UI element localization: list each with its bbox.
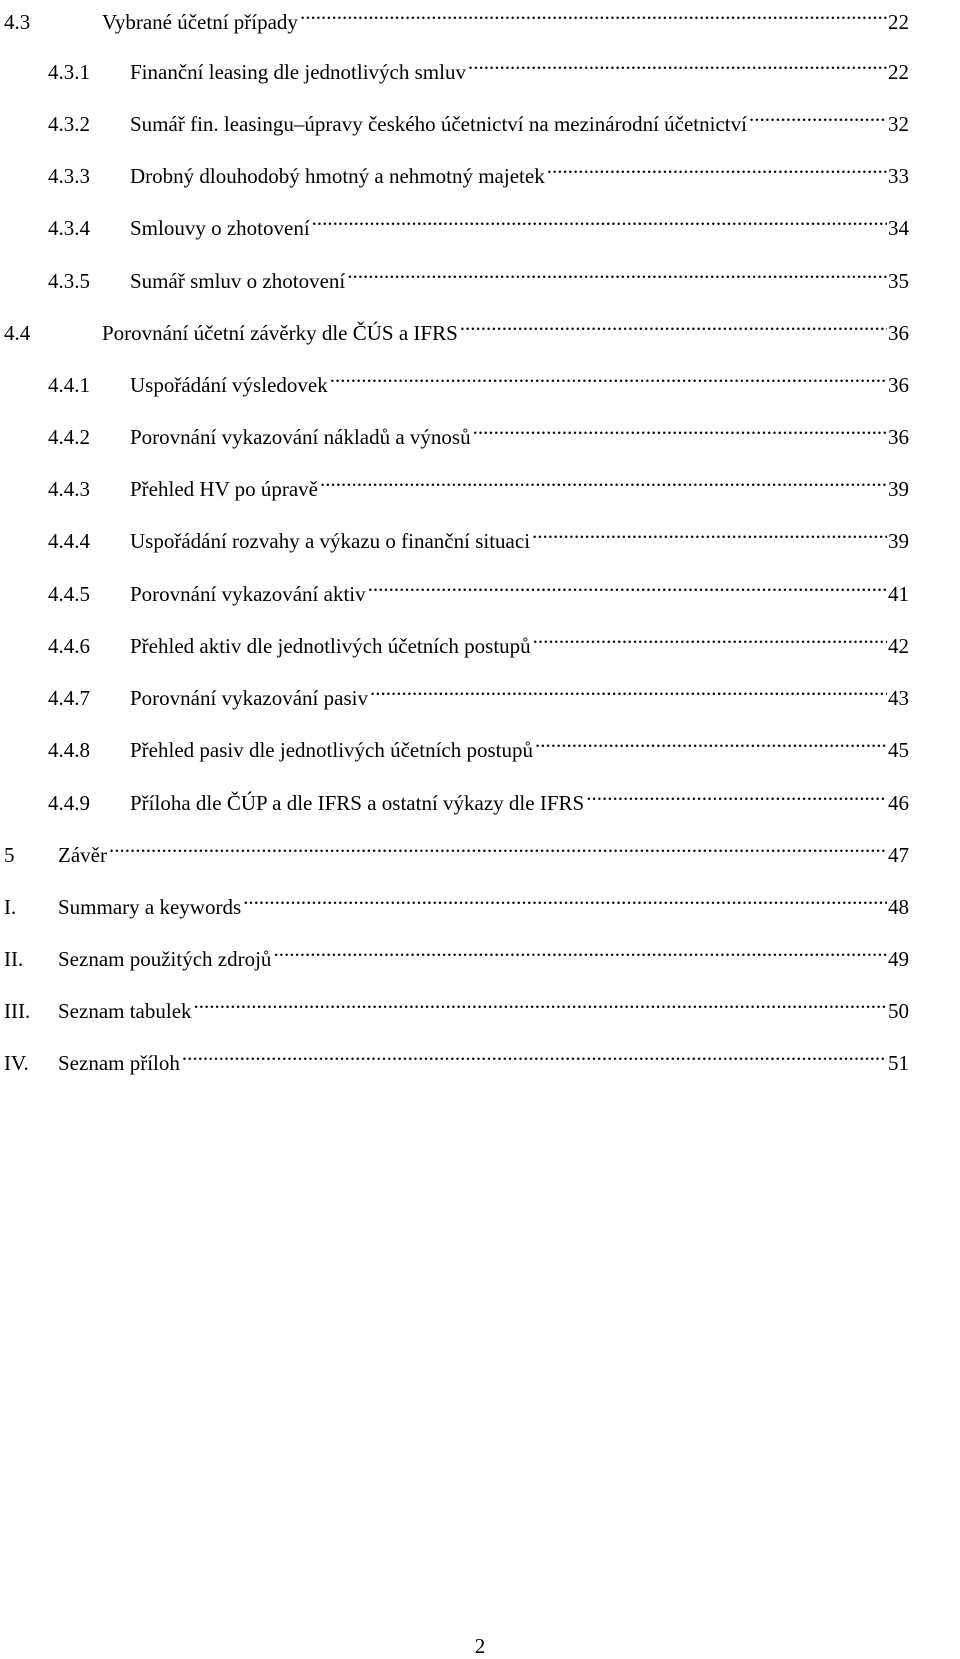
dot-leader: [243, 880, 887, 914]
toc-entry-number: 4.4.7: [48, 686, 90, 710]
toc-entry-number: IV.: [4, 1051, 29, 1075]
dot-leader: [347, 254, 887, 288]
toc-entry-page: 41: [888, 582, 909, 606]
toc-entry-title: Sumář smluv o zhotovení: [130, 269, 346, 293]
toc-entry-title: Drobný dlouhodobý hmotný a nehmotný majetek: [130, 164, 545, 188]
toc-entry-number: 4.4.1: [48, 373, 90, 397]
toc-entry-title: Seznam příloh: [58, 1051, 180, 1075]
toc-entry-4-4-5[interactable]: [48, 567, 909, 606]
toc-entry-page: 22: [888, 60, 909, 84]
toc-entry-title: Vybrané účetní případy: [102, 10, 298, 34]
toc-entry-number: 4.3.2: [48, 112, 90, 136]
dot-leader: [312, 201, 887, 235]
dot-leader: [460, 306, 887, 340]
toc-entry-number: 4.3.4: [48, 216, 90, 240]
toc-entry-title: Přehled pasiv dle jednotlivých účetních postupů: [130, 738, 533, 762]
dot-leader: [320, 462, 887, 496]
toc-entry-4-4-1[interactable]: [48, 358, 909, 397]
dot-leader: [370, 671, 887, 705]
toc-entry-page: 39: [888, 477, 909, 501]
dot-leader: [330, 358, 887, 392]
toc-entry-4-4-6[interactable]: [48, 619, 909, 658]
toc-entry-title: Porovnání vykazování nákladů a výnosů: [130, 425, 471, 449]
toc-entry-number: 4.3.5: [48, 269, 90, 293]
toc-entry-page: 46: [888, 791, 909, 815]
dot-leader: [273, 932, 887, 966]
toc-entry-title: Příloha dle ČÚP a dle IFRS a ostatní výkazy dle IFRS: [130, 791, 585, 815]
toc-entry-4-3-3[interactable]: [48, 149, 909, 188]
toc-entry-number: 4.4.4: [48, 529, 90, 553]
toc-entry-iv[interactable]: [4, 1036, 909, 1075]
toc-entry-title: Porovnání účetní závěrky dle ČÚS a IFRS: [102, 321, 458, 345]
dot-leader: [749, 97, 887, 131]
dot-leader: [586, 776, 887, 810]
dot-leader: [473, 410, 887, 444]
toc-entry-4-4-9[interactable]: [48, 776, 909, 815]
toc-entry-page: 34: [888, 216, 909, 240]
toc-entry-i[interactable]: [4, 880, 909, 919]
toc-entry-page: 42: [888, 634, 909, 658]
toc-entry-title: Závěr: [58, 843, 107, 867]
toc-entry-iii[interactable]: [4, 984, 909, 1023]
dot-leader: [300, 0, 887, 29]
toc-entry-4-4-8[interactable]: [48, 723, 909, 762]
dot-leader: [109, 828, 887, 862]
toc-entry-title: Porovnání vykazování pasiv: [130, 686, 368, 710]
toc-entry-4-4-3[interactable]: [48, 462, 909, 501]
toc-entry-title: Uspořádání výsledovek: [130, 373, 328, 397]
toc-entry-page: 36: [888, 321, 909, 345]
toc-entry-page: 39: [888, 529, 909, 553]
dot-leader: [368, 567, 887, 601]
toc-entry-page: 45: [888, 738, 909, 762]
toc-entry-page: 36: [888, 373, 909, 397]
toc-entry-title: Přehled aktiv dle jednotlivých účetních postupů: [130, 634, 531, 658]
toc-entry-number: 4.4.6: [48, 634, 90, 658]
toc-entry-title: Smlouvy o zhotovení: [130, 216, 310, 240]
toc-entry-title: Finanční leasing dle jednotlivých smluv: [130, 60, 466, 84]
dot-leader: [532, 514, 887, 548]
toc-entry-page: 22: [888, 10, 909, 34]
toc-entry-page: 36: [888, 425, 909, 449]
toc-entry-page: 47: [888, 843, 909, 867]
toc-entry-page: 50: [888, 999, 909, 1023]
toc-entry-page: 51: [888, 1051, 909, 1075]
dot-leader: [535, 723, 887, 757]
dot-leader: [468, 45, 887, 79]
toc-entry-4-3-2[interactable]: [48, 97, 909, 136]
toc-entry-number: 4.4: [4, 321, 31, 345]
toc-entry-page: 33: [888, 164, 909, 188]
toc-entry-page: 43: [888, 686, 909, 710]
toc-entry-4-4[interactable]: [4, 306, 909, 345]
dot-leader: [547, 149, 887, 183]
toc-entry-page: 48: [888, 895, 909, 919]
toc-entry-ii[interactable]: [4, 932, 909, 971]
toc-entry-page: 32: [888, 112, 909, 136]
page-number: 2: [474, 1634, 486, 1658]
toc-entry-title: Přehled HV po úpravě: [130, 477, 318, 501]
toc-entry-number: 4.3.3: [48, 164, 90, 188]
toc-entry-title: Uspořádání rozvahy a výkazu o finanční situaci: [130, 529, 531, 553]
toc-entry-4-3-1[interactable]: [48, 45, 909, 84]
toc-entry-number: 4.3.1: [48, 60, 90, 84]
toc-entry-title: Seznam tabulek: [58, 999, 192, 1023]
toc-entry-title: Summary a keywords: [58, 895, 242, 919]
toc-entry-4-4-7[interactable]: [48, 671, 909, 710]
toc-entry-4-3-4[interactable]: [48, 201, 909, 240]
toc-entry-number: I.: [4, 895, 17, 919]
toc-entry-4-3-5[interactable]: [48, 254, 909, 293]
toc-entry-4-3[interactable]: [4, 0, 909, 34]
toc-entry-title: Sumář fin. leasingu–úpravy českého účetnictví na mezinárodní účetnictví: [130, 112, 747, 136]
toc-entry-page: 49: [888, 947, 909, 971]
toc-entry-number: 5: [4, 843, 15, 867]
toc-entry-5[interactable]: [4, 828, 909, 867]
toc-entry-4-4-4[interactable]: [48, 514, 909, 553]
toc-entry-4-4-2[interactable]: [48, 410, 909, 449]
toc-entry-number: 4.4.3: [48, 477, 90, 501]
dot-leader: [194, 984, 887, 1018]
dot-leader: [182, 1036, 887, 1070]
toc-entry-number: 4.4.9: [48, 791, 90, 815]
toc-entry-number: 4.3: [4, 10, 31, 34]
toc-entry-number: 4.4.2: [48, 425, 90, 449]
toc-entry-number: II.: [4, 947, 24, 971]
toc-entry-number: 4.4.8: [48, 738, 90, 762]
toc-entry-number: III.: [4, 999, 31, 1023]
toc-entry-number: 4.4.5: [48, 582, 90, 606]
toc-entry-title: Seznam použitých zdrojů: [58, 947, 272, 971]
toc-entry-page: 35: [888, 269, 909, 293]
dot-leader: [533, 619, 887, 653]
toc-entry-title: Porovnání vykazování aktiv: [130, 582, 366, 606]
